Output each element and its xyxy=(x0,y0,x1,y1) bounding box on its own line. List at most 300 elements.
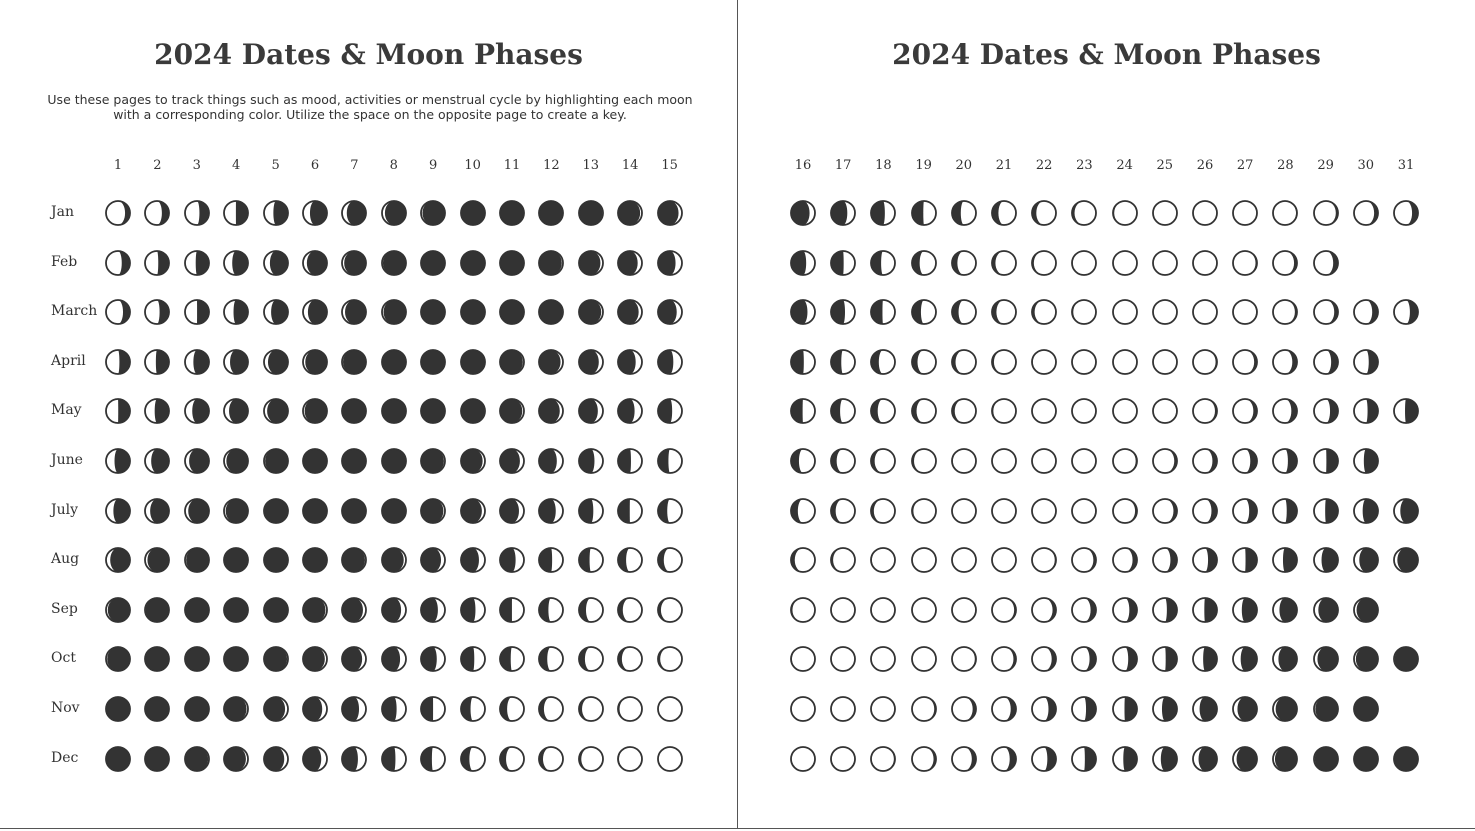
moon-phase-icon[interactable] xyxy=(1271,546,1299,574)
moon-phase-icon[interactable] xyxy=(340,596,368,624)
moon-phase-icon[interactable] xyxy=(1271,497,1299,525)
moon-phase-icon[interactable] xyxy=(340,298,368,326)
moon-phase-icon[interactable] xyxy=(419,397,447,425)
moon-phase-icon[interactable] xyxy=(419,596,447,624)
moon-phase-icon[interactable] xyxy=(1312,596,1340,624)
moon-phase-icon[interactable] xyxy=(1151,199,1179,227)
moon-phase-icon[interactable] xyxy=(910,348,938,376)
moon-phase-icon[interactable] xyxy=(1191,546,1219,574)
moon-phase-icon[interactable] xyxy=(104,348,132,376)
moon-phase-icon[interactable] xyxy=(419,298,447,326)
moon-phase-icon[interactable] xyxy=(990,199,1018,227)
moon-phase-icon[interactable] xyxy=(340,348,368,376)
moon-phase-icon[interactable] xyxy=(829,447,857,475)
moon-phase-icon[interactable] xyxy=(143,447,171,475)
moon-phase-icon[interactable] xyxy=(340,199,368,227)
moon-phase-icon[interactable] xyxy=(577,397,605,425)
moon-phase-icon[interactable] xyxy=(616,397,644,425)
moon-phase-icon[interactable] xyxy=(537,695,565,723)
moon-phase-icon[interactable] xyxy=(656,546,684,574)
moon-phase-icon[interactable] xyxy=(990,596,1018,624)
moon-phase-icon[interactable] xyxy=(1111,497,1139,525)
moon-phase-icon[interactable] xyxy=(301,745,329,773)
moon-phase-icon[interactable] xyxy=(656,745,684,773)
moon-phase-icon[interactable] xyxy=(950,596,978,624)
moon-phase-icon[interactable] xyxy=(789,199,817,227)
moon-phase-icon[interactable] xyxy=(1111,249,1139,277)
moon-phase-icon[interactable] xyxy=(950,249,978,277)
moon-phase-icon[interactable] xyxy=(262,645,290,673)
moon-phase-icon[interactable] xyxy=(1231,497,1259,525)
moon-phase-icon[interactable] xyxy=(1312,397,1340,425)
moon-phase-icon[interactable] xyxy=(1030,745,1058,773)
moon-phase-icon[interactable] xyxy=(1070,397,1098,425)
moon-phase-icon[interactable] xyxy=(1231,199,1259,227)
moon-phase-icon[interactable] xyxy=(340,645,368,673)
moon-phase-icon[interactable] xyxy=(222,695,250,723)
moon-phase-icon[interactable] xyxy=(1352,596,1380,624)
moon-phase-icon[interactable] xyxy=(1352,695,1380,723)
moon-phase-icon[interactable] xyxy=(1312,447,1340,475)
moon-phase-icon[interactable] xyxy=(950,348,978,376)
moon-phase-icon[interactable] xyxy=(1231,645,1259,673)
moon-phase-icon[interactable] xyxy=(869,397,897,425)
moon-phase-icon[interactable] xyxy=(143,645,171,673)
moon-phase-icon[interactable] xyxy=(1070,745,1098,773)
moon-phase-icon[interactable] xyxy=(419,348,447,376)
moon-phase-icon[interactable] xyxy=(340,249,368,277)
moon-phase-icon[interactable] xyxy=(910,447,938,475)
moon-phase-icon[interactable] xyxy=(143,348,171,376)
moon-phase-icon[interactable] xyxy=(910,397,938,425)
moon-phase-icon[interactable] xyxy=(1392,298,1420,326)
moon-phase-icon[interactable] xyxy=(1191,249,1219,277)
moon-phase-icon[interactable] xyxy=(910,745,938,773)
moon-phase-icon[interactable] xyxy=(1151,745,1179,773)
moon-phase-icon[interactable] xyxy=(869,447,897,475)
moon-phase-icon[interactable] xyxy=(459,397,487,425)
moon-phase-icon[interactable] xyxy=(990,695,1018,723)
moon-phase-icon[interactable] xyxy=(222,596,250,624)
moon-phase-icon[interactable] xyxy=(380,348,408,376)
moon-phase-icon[interactable] xyxy=(1312,199,1340,227)
moon-phase-icon[interactable] xyxy=(183,199,211,227)
moon-phase-icon[interactable] xyxy=(459,298,487,326)
moon-phase-icon[interactable] xyxy=(380,596,408,624)
moon-phase-icon[interactable] xyxy=(1312,298,1340,326)
moon-phase-icon[interactable] xyxy=(789,447,817,475)
moon-phase-icon[interactable] xyxy=(990,645,1018,673)
moon-phase-icon[interactable] xyxy=(1352,745,1380,773)
moon-phase-icon[interactable] xyxy=(950,695,978,723)
moon-phase-icon[interactable] xyxy=(1191,348,1219,376)
moon-phase-icon[interactable] xyxy=(222,447,250,475)
moon-phase-icon[interactable] xyxy=(990,546,1018,574)
moon-phase-icon[interactable] xyxy=(1111,645,1139,673)
moon-phase-icon[interactable] xyxy=(1191,497,1219,525)
moon-phase-icon[interactable] xyxy=(183,645,211,673)
moon-phase-icon[interactable] xyxy=(1231,298,1259,326)
moon-phase-icon[interactable] xyxy=(340,745,368,773)
moon-phase-icon[interactable] xyxy=(950,546,978,574)
moon-phase-icon[interactable] xyxy=(498,298,526,326)
moon-phase-icon[interactable] xyxy=(104,199,132,227)
moon-phase-icon[interactable] xyxy=(910,695,938,723)
moon-phase-icon[interactable] xyxy=(910,546,938,574)
moon-phase-icon[interactable] xyxy=(222,249,250,277)
moon-phase-icon[interactable] xyxy=(183,447,211,475)
moon-phase-icon[interactable] xyxy=(301,546,329,574)
moon-phase-icon[interactable] xyxy=(616,249,644,277)
moon-phase-icon[interactable] xyxy=(183,745,211,773)
moon-phase-icon[interactable] xyxy=(1392,745,1420,773)
moon-phase-icon[interactable] xyxy=(656,249,684,277)
moon-phase-icon[interactable] xyxy=(990,745,1018,773)
moon-phase-icon[interactable] xyxy=(1352,298,1380,326)
moon-phase-icon[interactable] xyxy=(1070,298,1098,326)
moon-phase-icon[interactable] xyxy=(380,546,408,574)
moon-phase-icon[interactable] xyxy=(104,645,132,673)
moon-phase-icon[interactable] xyxy=(1151,397,1179,425)
moon-phase-icon[interactable] xyxy=(990,447,1018,475)
moon-phase-icon[interactable] xyxy=(789,745,817,773)
moon-phase-icon[interactable] xyxy=(301,397,329,425)
moon-phase-icon[interactable] xyxy=(537,447,565,475)
moon-phase-icon[interactable] xyxy=(143,695,171,723)
moon-phase-icon[interactable] xyxy=(1231,447,1259,475)
moon-phase-icon[interactable] xyxy=(789,497,817,525)
moon-phase-icon[interactable] xyxy=(419,645,447,673)
moon-phase-icon[interactable] xyxy=(301,497,329,525)
moon-phase-icon[interactable] xyxy=(1271,249,1299,277)
moon-phase-icon[interactable] xyxy=(577,298,605,326)
moon-phase-icon[interactable] xyxy=(1312,249,1340,277)
moon-phase-icon[interactable] xyxy=(1111,199,1139,227)
moon-phase-icon[interactable] xyxy=(1352,645,1380,673)
moon-phase-icon[interactable] xyxy=(829,645,857,673)
moon-phase-icon[interactable] xyxy=(1030,596,1058,624)
moon-phase-icon[interactable] xyxy=(1070,497,1098,525)
moon-phase-icon[interactable] xyxy=(1271,199,1299,227)
moon-phase-icon[interactable] xyxy=(1070,348,1098,376)
moon-phase-icon[interactable] xyxy=(950,645,978,673)
moon-phase-icon[interactable] xyxy=(950,199,978,227)
moon-phase-icon[interactable] xyxy=(1312,745,1340,773)
moon-phase-icon[interactable] xyxy=(616,546,644,574)
moon-phase-icon[interactable] xyxy=(869,348,897,376)
moon-phase-icon[interactable] xyxy=(616,497,644,525)
moon-phase-icon[interactable] xyxy=(498,497,526,525)
moon-phase-icon[interactable] xyxy=(616,298,644,326)
moon-phase-icon[interactable] xyxy=(1352,497,1380,525)
moon-phase-icon[interactable] xyxy=(1030,298,1058,326)
moon-phase-icon[interactable] xyxy=(656,645,684,673)
moon-phase-icon[interactable] xyxy=(1151,695,1179,723)
moon-phase-icon[interactable] xyxy=(577,249,605,277)
moon-phase-icon[interactable] xyxy=(990,298,1018,326)
moon-phase-icon[interactable] xyxy=(459,596,487,624)
moon-phase-icon[interactable] xyxy=(380,397,408,425)
moon-phase-icon[interactable] xyxy=(577,645,605,673)
moon-phase-icon[interactable] xyxy=(104,695,132,723)
moon-phase-icon[interactable] xyxy=(143,298,171,326)
moon-phase-icon[interactable] xyxy=(1111,546,1139,574)
moon-phase-icon[interactable] xyxy=(1231,695,1259,723)
moon-phase-icon[interactable] xyxy=(1151,645,1179,673)
moon-phase-icon[interactable] xyxy=(577,596,605,624)
moon-phase-icon[interactable] xyxy=(789,695,817,723)
moon-phase-icon[interactable] xyxy=(829,348,857,376)
moon-phase-icon[interactable] xyxy=(262,298,290,326)
moon-phase-icon[interactable] xyxy=(1030,348,1058,376)
moon-phase-icon[interactable] xyxy=(990,348,1018,376)
moon-phase-icon[interactable] xyxy=(1271,645,1299,673)
moon-phase-icon[interactable] xyxy=(1231,348,1259,376)
moon-phase-icon[interactable] xyxy=(537,348,565,376)
moon-phase-icon[interactable] xyxy=(1111,695,1139,723)
moon-phase-icon[interactable] xyxy=(616,199,644,227)
moon-phase-icon[interactable] xyxy=(537,249,565,277)
moon-phase-icon[interactable] xyxy=(143,397,171,425)
moon-phase-icon[interactable] xyxy=(262,695,290,723)
moon-phase-icon[interactable] xyxy=(1271,596,1299,624)
moon-phase-icon[interactable] xyxy=(616,645,644,673)
moon-phase-icon[interactable] xyxy=(143,745,171,773)
moon-phase-icon[interactable] xyxy=(222,298,250,326)
moon-phase-icon[interactable] xyxy=(1312,348,1340,376)
moon-phase-icon[interactable] xyxy=(537,745,565,773)
moon-phase-icon[interactable] xyxy=(616,348,644,376)
moon-phase-icon[interactable] xyxy=(1312,695,1340,723)
moon-phase-icon[interactable] xyxy=(537,199,565,227)
moon-phase-icon[interactable] xyxy=(262,447,290,475)
moon-phase-icon[interactable] xyxy=(222,745,250,773)
moon-phase-icon[interactable] xyxy=(829,745,857,773)
moon-phase-icon[interactable] xyxy=(380,745,408,773)
moon-phase-icon[interactable] xyxy=(301,596,329,624)
moon-phase-icon[interactable] xyxy=(656,447,684,475)
moon-phase-icon[interactable] xyxy=(1151,447,1179,475)
moon-phase-icon[interactable] xyxy=(1151,596,1179,624)
moon-phase-icon[interactable] xyxy=(656,695,684,723)
moon-phase-icon[interactable] xyxy=(222,397,250,425)
moon-phase-icon[interactable] xyxy=(1271,298,1299,326)
moon-phase-icon[interactable] xyxy=(577,695,605,723)
moon-phase-icon[interactable] xyxy=(498,397,526,425)
moon-phase-icon[interactable] xyxy=(380,249,408,277)
moon-phase-icon[interactable] xyxy=(950,298,978,326)
moon-phase-icon[interactable] xyxy=(1030,695,1058,723)
moon-phase-icon[interactable] xyxy=(869,199,897,227)
moon-phase-icon[interactable] xyxy=(537,546,565,574)
moon-phase-icon[interactable] xyxy=(419,199,447,227)
moon-phase-icon[interactable] xyxy=(301,348,329,376)
moon-phase-icon[interactable] xyxy=(222,199,250,227)
moon-phase-icon[interactable] xyxy=(1070,199,1098,227)
moon-phase-icon[interactable] xyxy=(656,397,684,425)
moon-phase-icon[interactable] xyxy=(380,497,408,525)
moon-phase-icon[interactable] xyxy=(537,397,565,425)
moon-phase-icon[interactable] xyxy=(1352,447,1380,475)
moon-phase-icon[interactable] xyxy=(789,546,817,574)
moon-phase-icon[interactable] xyxy=(829,596,857,624)
moon-phase-icon[interactable] xyxy=(950,397,978,425)
moon-phase-icon[interactable] xyxy=(1231,249,1259,277)
moon-phase-icon[interactable] xyxy=(1070,447,1098,475)
moon-phase-icon[interactable] xyxy=(262,596,290,624)
moon-phase-icon[interactable] xyxy=(1191,695,1219,723)
moon-phase-icon[interactable] xyxy=(910,497,938,525)
moon-phase-icon[interactable] xyxy=(222,348,250,376)
moon-phase-icon[interactable] xyxy=(262,348,290,376)
moon-phase-icon[interactable] xyxy=(616,447,644,475)
moon-phase-icon[interactable] xyxy=(459,745,487,773)
moon-phase-icon[interactable] xyxy=(869,745,897,773)
moon-phase-icon[interactable] xyxy=(990,497,1018,525)
moon-phase-icon[interactable] xyxy=(104,298,132,326)
moon-phase-icon[interactable] xyxy=(183,348,211,376)
moon-phase-icon[interactable] xyxy=(1151,497,1179,525)
moon-phase-icon[interactable] xyxy=(419,497,447,525)
moon-phase-icon[interactable] xyxy=(1231,397,1259,425)
moon-phase-icon[interactable] xyxy=(183,298,211,326)
moon-phase-icon[interactable] xyxy=(459,645,487,673)
moon-phase-icon[interactable] xyxy=(1352,546,1380,574)
moon-phase-icon[interactable] xyxy=(301,249,329,277)
moon-phase-icon[interactable] xyxy=(1111,745,1139,773)
moon-phase-icon[interactable] xyxy=(262,745,290,773)
moon-phase-icon[interactable] xyxy=(950,745,978,773)
moon-phase-icon[interactable] xyxy=(143,199,171,227)
moon-phase-icon[interactable] xyxy=(656,596,684,624)
moon-phase-icon[interactable] xyxy=(656,298,684,326)
moon-phase-icon[interactable] xyxy=(1191,596,1219,624)
moon-phase-icon[interactable] xyxy=(829,298,857,326)
moon-phase-icon[interactable] xyxy=(1231,546,1259,574)
moon-phase-icon[interactable] xyxy=(910,199,938,227)
moon-phase-icon[interactable] xyxy=(301,298,329,326)
moon-phase-icon[interactable] xyxy=(990,249,1018,277)
moon-phase-icon[interactable] xyxy=(1030,249,1058,277)
moon-phase-icon[interactable] xyxy=(537,596,565,624)
moon-phase-icon[interactable] xyxy=(950,447,978,475)
moon-phase-icon[interactable] xyxy=(104,546,132,574)
moon-phase-icon[interactable] xyxy=(1111,447,1139,475)
moon-phase-icon[interactable] xyxy=(910,249,938,277)
moon-phase-icon[interactable] xyxy=(869,645,897,673)
moon-phase-icon[interactable] xyxy=(616,745,644,773)
moon-phase-icon[interactable] xyxy=(616,596,644,624)
moon-phase-icon[interactable] xyxy=(1271,348,1299,376)
moon-phase-icon[interactable] xyxy=(459,348,487,376)
moon-phase-icon[interactable] xyxy=(1030,645,1058,673)
moon-phase-icon[interactable] xyxy=(1070,546,1098,574)
moon-phase-icon[interactable] xyxy=(869,249,897,277)
moon-phase-icon[interactable] xyxy=(1271,447,1299,475)
moon-phase-icon[interactable] xyxy=(1271,745,1299,773)
moon-phase-icon[interactable] xyxy=(419,546,447,574)
moon-phase-icon[interactable] xyxy=(1191,645,1219,673)
moon-phase-icon[interactable] xyxy=(498,645,526,673)
moon-phase-icon[interactable] xyxy=(1231,596,1259,624)
moon-phase-icon[interactable] xyxy=(950,497,978,525)
moon-phase-icon[interactable] xyxy=(1151,249,1179,277)
moon-phase-icon[interactable] xyxy=(537,645,565,673)
moon-phase-icon[interactable] xyxy=(419,695,447,723)
moon-phase-icon[interactable] xyxy=(301,695,329,723)
moon-phase-icon[interactable] xyxy=(262,497,290,525)
moon-phase-icon[interactable] xyxy=(262,199,290,227)
moon-phase-icon[interactable] xyxy=(104,596,132,624)
moon-phase-icon[interactable] xyxy=(498,745,526,773)
moon-phase-icon[interactable] xyxy=(301,199,329,227)
moon-phase-icon[interactable] xyxy=(910,298,938,326)
moon-phase-icon[interactable] xyxy=(1392,397,1420,425)
moon-phase-icon[interactable] xyxy=(537,298,565,326)
moon-phase-icon[interactable] xyxy=(789,397,817,425)
moon-phase-icon[interactable] xyxy=(301,645,329,673)
moon-phase-icon[interactable] xyxy=(498,596,526,624)
moon-phase-icon[interactable] xyxy=(1191,298,1219,326)
moon-phase-icon[interactable] xyxy=(104,745,132,773)
moon-phase-icon[interactable] xyxy=(104,249,132,277)
moon-phase-icon[interactable] xyxy=(1392,546,1420,574)
moon-phase-icon[interactable] xyxy=(498,249,526,277)
moon-phase-icon[interactable] xyxy=(869,546,897,574)
moon-phase-icon[interactable] xyxy=(1070,596,1098,624)
moon-phase-icon[interactable] xyxy=(340,546,368,574)
moon-phase-icon[interactable] xyxy=(577,745,605,773)
moon-phase-icon[interactable] xyxy=(262,397,290,425)
moon-phase-icon[interactable] xyxy=(1191,199,1219,227)
moon-phase-icon[interactable] xyxy=(380,298,408,326)
moon-phase-icon[interactable] xyxy=(498,546,526,574)
moon-phase-icon[interactable] xyxy=(262,546,290,574)
moon-phase-icon[interactable] xyxy=(143,249,171,277)
moon-phase-icon[interactable] xyxy=(1030,199,1058,227)
moon-phase-icon[interactable] xyxy=(1271,695,1299,723)
moon-phase-icon[interactable] xyxy=(1111,596,1139,624)
moon-phase-icon[interactable] xyxy=(419,249,447,277)
moon-phase-icon[interactable] xyxy=(222,497,250,525)
moon-phase-icon[interactable] xyxy=(459,497,487,525)
moon-phase-icon[interactable] xyxy=(656,497,684,525)
moon-phase-icon[interactable] xyxy=(1352,199,1380,227)
moon-phase-icon[interactable] xyxy=(104,397,132,425)
moon-phase-icon[interactable] xyxy=(869,497,897,525)
moon-phase-icon[interactable] xyxy=(419,447,447,475)
moon-phase-icon[interactable] xyxy=(656,348,684,376)
moon-phase-icon[interactable] xyxy=(1392,199,1420,227)
moon-phase-icon[interactable] xyxy=(459,249,487,277)
moon-phase-icon[interactable] xyxy=(1352,397,1380,425)
moon-phase-icon[interactable] xyxy=(1111,348,1139,376)
moon-phase-icon[interactable] xyxy=(498,199,526,227)
moon-phase-icon[interactable] xyxy=(1352,348,1380,376)
moon-phase-icon[interactable] xyxy=(1151,348,1179,376)
moon-phase-icon[interactable] xyxy=(459,695,487,723)
moon-phase-icon[interactable] xyxy=(143,546,171,574)
moon-phase-icon[interactable] xyxy=(1312,645,1340,673)
moon-phase-icon[interactable] xyxy=(869,695,897,723)
moon-phase-icon[interactable] xyxy=(1030,546,1058,574)
moon-phase-icon[interactable] xyxy=(143,596,171,624)
moon-phase-icon[interactable] xyxy=(459,546,487,574)
moon-phase-icon[interactable] xyxy=(380,447,408,475)
moon-phase-icon[interactable] xyxy=(340,695,368,723)
moon-phase-icon[interactable] xyxy=(222,546,250,574)
moon-phase-icon[interactable] xyxy=(656,199,684,227)
